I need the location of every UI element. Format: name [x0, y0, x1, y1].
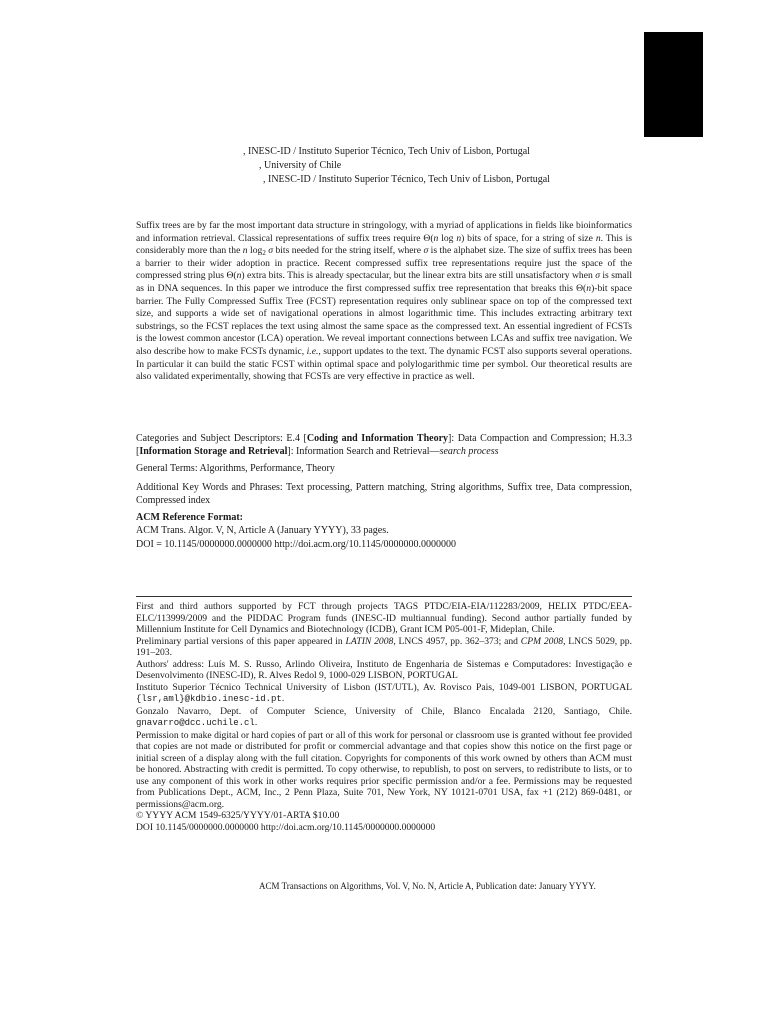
- categories-descriptors: Categories and Subject Descriptors: E.4 [Coding and Information Theory]: Data Compaction and Compression; H.3.3 [Information Storage and Retrieval]: Information Search and Retrieval—search process: [136, 433, 632, 458]
- reference-doi: DOI = 10.1145/0000000.0000000 http://doi.acm.org/10.1145/0000000.0000000: [136, 538, 456, 550]
- doi-line: DOI 10.1145/0000000.0000000 http://doi.acm.org/10.1145/0000000.0000000: [136, 821, 436, 833]
- author-affiliation-1: , INESC-ID / Instituto Superior Técnico, Tech Univ of Lisbon, Portugal: [243, 146, 530, 157]
- abstract: [136, 220, 632, 384]
- journal-footer: ACM Transactions on Algorithms, Vol. V, No. N, Article A, Publication date: January YYYY.: [259, 881, 596, 891]
- general-terms: General Terms: Algorithms, Performance, Theory: [136, 463, 335, 474]
- permission-notice: Permission to make digital or hard copies of part or all of this work for personal or classroom use is granted without fee provided that copies are not made or distributed for profit or commercial advantage and that copies show this notice on the first page or initial screen of a display along with the full citation. Copyrights for components of this work owned by others than ACM must be honored. Abstracting with credit is permitted. To copy otherwise, to republish, to post on servers, to redistribute to lists, or to use any component of this work in other works requires prior specific permission and/or a fee. Permissions may be requested from Publications Dept., ACM, Inc., 2 Penn Plaza, Suite 701, New York, NY 10121-0701 USA, fax +1 (212) 869-0481, or permissions@acm.org.: [136, 729, 632, 810]
- ist-address: Instituto Superior Técnico Technical University of Lisbon (IST/UTL), Av. Rovisco Pais, 1049-001 LISBON, PORTUGAL {lsr,aml}@kdbio.inesc-id.pt.: [136, 681, 632, 704]
- funding-note: First and third authors supported by FCT through projects TAGS PTDC/EIA-EIA/112283/2009, HELIX PTDC/EEA-ELC/113999/2009 and the PIDDAC Program funds (INESC-ID multiannual funding). Second author partially funded by Millennium Institute for Cell Dynamics and Biotechnology (ICDB), Grant ICM P05-001-F, Mideplan, Chile.: [136, 601, 632, 635]
- abstract-text: Suffix trees are by far the most important data structure in stringology, with a myriad of applications in fields like bioinformatics and information retrieval. Classical representations of suffix trees require Θ(n log n) bits of space, for a string of size n. This is considerably more than the n $\log_2 \sigma$ bits needed for the string itself, where σ is the alphabet size. The size of suffix trees has been a barrier to their wider adoption in practice. Recent compressed suffix tree representations require just the space of the compressed string plus Θ(n) extra bits. This is already spectacular, but the linear extra bits are still unsatisfactory when σ is small as in DNA sequences. In this paper we introduce the first compressed suffix tree representation that breaks this Θ(n)-bit space barrier. The Fully Compressed Suffix Tree (FCST) representation requires only sublinear space on top of the compressed text size, and supports a wide set of navigational operations in almost logarithmic time. This includes extracting arbitrary text substrings, so the FCST replaces the text using almost the same space as the compressed text. An essential ingredient of FCSTs is the lowest common ancestor (LCA) operation. We reveal important connections between LCAs and suffix tree navigation. We also describe how to make FCSTs dynamic, i.e., support updates to the text. The dynamic FCST also supports several operations. In particular it can build the static FCST within optimal space and polylogarithmic time per symbol. Our theoretical results are also validated experimentally, showing that FCSTs are very effective in practice as well.: [136, 220, 633, 383]
- authors-address: Authors' address: Luís M. S. Russo, Arlindo Oliveira, Instituto de Engenharia de Sistemas e Computadores: Investigação e Desenvolvimento (INESC-ID), R. Alves Redol 9, 1000-029 LISBON, PORTUGAL: [136, 658, 632, 681]
- reference-citation: ACM Trans. Algor. V, N, Article A (January YYYY), 33 pages.: [136, 525, 389, 537]
- keywords: Additional Key Words and Phrases: Text processing, Pattern matching, String algorithms, Suffix tree, Data compression, Compressed index: [136, 482, 632, 507]
- navarro-email: gnavarro@dcc.uchile.cl: [136, 718, 255, 728]
- navarro-address: Gonzalo Navarro, Dept. of Computer Science, University of Chile, Blanco Encalada 2120, Santiago, Chile. gnavarro@dcc.uchile.cl.: [136, 705, 632, 728]
- footnote-divider: [136, 596, 632, 597]
- page-thumb-tab: [644, 32, 703, 137]
- reference-heading: ACM Reference Format:: [136, 512, 243, 523]
- acm-reference-format: [136, 511, 632, 551]
- footnotes: [136, 601, 632, 833]
- author-emails: {lsr,aml}@kdbio.inesc-id.pt: [136, 694, 282, 704]
- copyright-line: © YYYY ACM 1549-6325/YYYY/01-ARTA $10.00: [136, 810, 340, 821]
- author-affiliation-3: , INESC-ID / Instituto Superior Técnico, Tech Univ of Lisbon, Portugal: [263, 174, 550, 185]
- preliminary-versions-note: Preliminary partial versions of this paper appeared in LATIN 2008, LNCS 4957, pp. 362–373; and CPM 2008, LNCS 5029, pp. 191–203.: [136, 635, 633, 658]
- author-affiliation-2: , University of Chile: [259, 160, 342, 171]
